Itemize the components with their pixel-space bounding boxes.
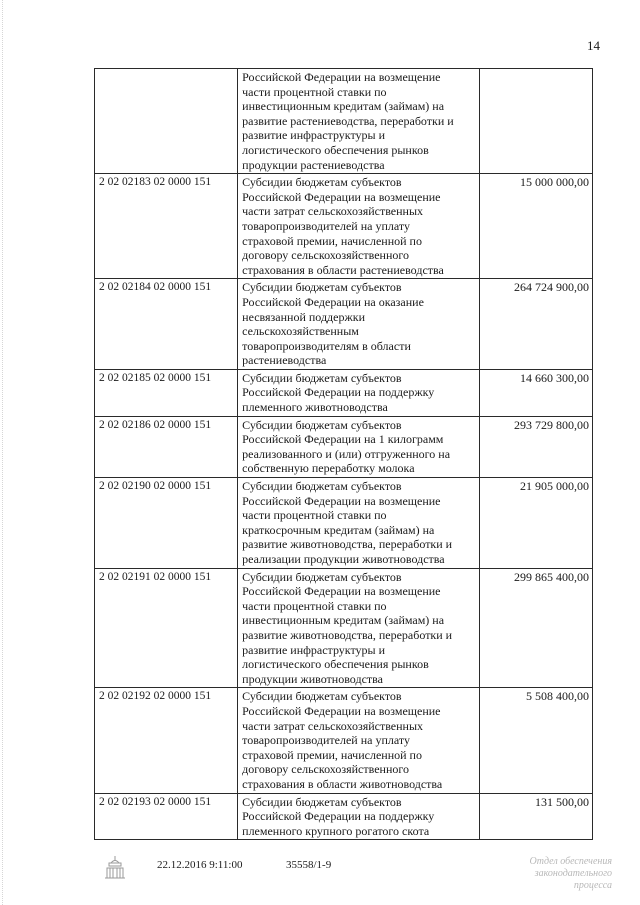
- description-line: собственную переработку молока: [242, 461, 415, 476]
- description-line: логистического обеспечения рынков: [242, 142, 429, 157]
- budget-code-cell: 2 02 02183 02 0000 151: [95, 174, 238, 279]
- description-line: части затрат сельскохозяйственных: [242, 718, 424, 733]
- table-row: [95, 478, 593, 569]
- table-row: [95, 174, 593, 279]
- description-cell: [238, 69, 480, 174]
- description-line: страхования в области растениеводства: [242, 262, 444, 277]
- footer-stamp: [452, 856, 612, 892]
- description-line: реализованного и (или) отгруженного на: [242, 446, 451, 461]
- description-cell: [238, 568, 480, 688]
- description-cell: [238, 688, 480, 793]
- description-line: Субсидии бюджетам субъектов: [242, 569, 402, 584]
- description-cell: [238, 174, 480, 279]
- description-line: растениеводства: [242, 353, 327, 368]
- description-line: Субсидии бюджетам субъектов: [242, 280, 402, 295]
- budget-code-cell: 2 02 02192 02 0000 151: [95, 688, 238, 793]
- table-row: [95, 688, 593, 793]
- footer-stamp-line: Отдел обеспечения законодательного: [529, 856, 612, 879]
- table-body: [95, 69, 593, 840]
- description-line: развитие животноводства, переработки и: [242, 627, 453, 642]
- amount-cell: 293 729 800,00: [480, 416, 593, 477]
- description-line: Российской Федерации на возмещение: [242, 584, 441, 599]
- description-line: несвязанной поддержки: [242, 309, 366, 324]
- parliament-building-icon-svg: [104, 854, 126, 880]
- description-line: Субсидии бюджетам субъектов: [242, 479, 402, 494]
- description-line: краткосрочным кредитам (займам) на: [242, 522, 435, 537]
- description-line: Российской Федерации на 1 килограмм: [242, 432, 444, 447]
- description-line: части процентной ставки по: [242, 84, 387, 99]
- budget-code-cell: 2 02 02186 02 0000 151: [95, 416, 238, 477]
- description-line: Субсидии бюджетам субъектов: [242, 370, 402, 385]
- amount-cell: 21 905 000,00: [480, 478, 593, 569]
- description-line: Субсидии бюджетам субъектов: [242, 689, 402, 704]
- table-row: [95, 793, 593, 840]
- footer-stamp-line: процесса: [573, 880, 612, 891]
- description-cell: [238, 369, 480, 416]
- amount-cell: [480, 69, 593, 174]
- description-line: страховой премии, начисленной по: [242, 747, 422, 762]
- description-cell: [238, 478, 480, 569]
- description-line: инвестиционным кредитам (займам) на: [242, 613, 445, 628]
- description-cell: [238, 279, 480, 370]
- amount-cell: 5 508 400,00: [480, 688, 593, 793]
- description-line: части процентной ставки по: [242, 598, 387, 613]
- description-line: страховой премии, начисленной по: [242, 233, 422, 248]
- footer-doc-number: 35558/1-9: [286, 859, 332, 871]
- description-line: развитие животноводства, переработки и: [242, 537, 453, 552]
- description-line: договору сельскохозяйственного: [242, 762, 409, 777]
- description-line: Субсидии бюджетам субъектов: [242, 175, 402, 190]
- description-line: Субсидии бюджетам субъектов: [242, 794, 402, 809]
- parliament-building-icon: [104, 854, 126, 883]
- description-line: сельскохозяйственным: [242, 324, 359, 339]
- description-line: страхования в области животноводства: [242, 776, 443, 791]
- description-line: Российской Федерации на оказание: [242, 294, 424, 309]
- description-line: Российской Федерации на возмещение: [242, 493, 441, 508]
- description-line: товаропроизводителям в области: [242, 338, 411, 353]
- scan-margin-marks: [2, 0, 9, 905]
- budget-code-cell: 2 02 02193 02 0000 151: [95, 793, 238, 840]
- amount-cell: 264 724 900,00: [480, 279, 593, 370]
- description-line: договору сельскохозяйственного: [242, 248, 409, 263]
- description-cell: [238, 416, 480, 477]
- description-line: Российской Федерации на возмещение: [242, 703, 441, 718]
- description-line: продукции растениеводства: [242, 157, 385, 172]
- description-line: товаропроизводителей на уплату: [242, 218, 410, 233]
- budget-code-cell: [95, 69, 238, 174]
- budget-income-table: [94, 68, 593, 840]
- description-line: Российской Федерации на возмещение: [242, 70, 441, 84]
- table-row: [95, 279, 593, 370]
- description-line: развитие инфраструктуры и: [242, 128, 386, 143]
- description-line: логистического обеспечения рынков: [242, 657, 429, 672]
- description-line: развитие инфраструктуры и: [242, 642, 386, 657]
- description-cell: [238, 793, 480, 840]
- budget-code-cell: 2 02 02191 02 0000 151: [95, 568, 238, 688]
- page-number: 14: [587, 38, 600, 53]
- budget-code-cell: 2 02 02190 02 0000 151: [95, 478, 238, 569]
- description-line: Субсидии бюджетам субъектов: [242, 417, 402, 432]
- description-line: инвестиционным кредитам (займам) на: [242, 99, 445, 114]
- amount-cell: 131 500,00: [480, 793, 593, 840]
- description-line: части затрат сельскохозяйственных: [242, 204, 424, 219]
- amount-cell: 15 000 000,00: [480, 174, 593, 279]
- table-row: [95, 568, 593, 688]
- description-line: Российской Федерации на возмещение: [242, 189, 441, 204]
- table-row: [95, 416, 593, 477]
- description-line: племенного крупного рогатого скота: [242, 823, 430, 838]
- description-line: развитие растениеводства, переработки и: [242, 113, 454, 128]
- description-line: товаропроизводителей на уплату: [242, 733, 410, 748]
- page-footer: [0, 858, 640, 898]
- description-line: Российской Федерации на поддержку: [242, 809, 435, 824]
- description-line: продукции животноводства: [242, 671, 383, 686]
- description-line: Российской Федерации на поддержку: [242, 385, 435, 400]
- description-line: реализации продукции животноводства: [242, 552, 445, 566]
- table-row: [95, 69, 593, 174]
- description-line: племенного животноводства: [242, 400, 388, 415]
- description-line: части процентной ставки по: [242, 508, 387, 523]
- footer-timestamp: 22.12.2016 9:11:00: [157, 859, 243, 871]
- table-row: [95, 369, 593, 416]
- budget-code-cell: 2 02 02184 02 0000 151: [95, 279, 238, 370]
- amount-cell: 299 865 400,00: [480, 568, 593, 688]
- budget-code-cell: 2 02 02185 02 0000 151: [95, 369, 238, 416]
- amount-cell: 14 660 300,00: [480, 369, 593, 416]
